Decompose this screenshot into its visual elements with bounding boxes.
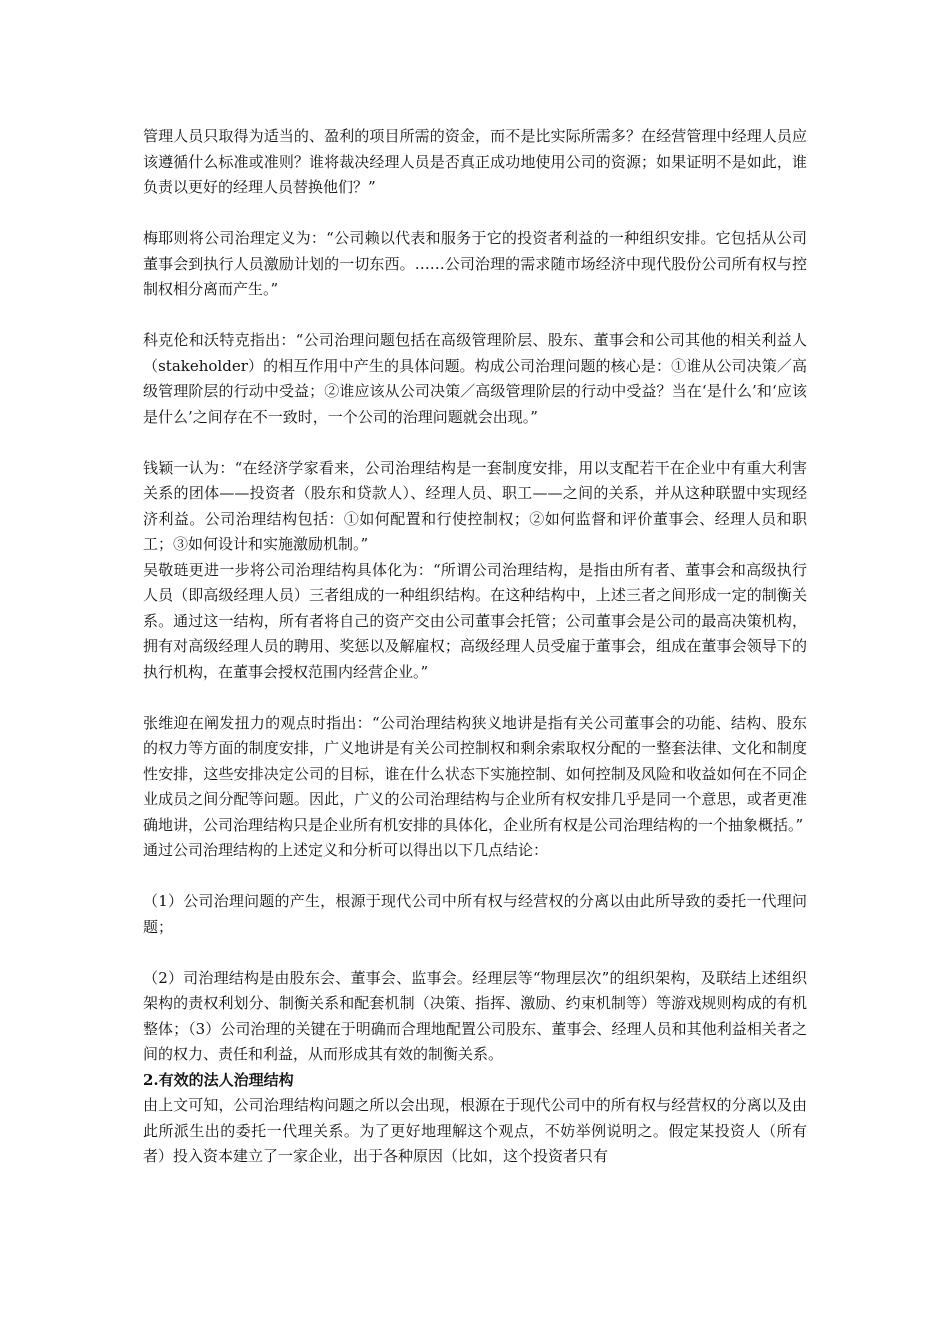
paragraph-conclusion-2-3: （2）司治理结构是由股东会、董事会、监事会。经理层等“物理层次”的组织架构，及联结上述组织架构的责权利划分、制衡关系和配套机制（决策、指挥、激励、约束机制等）等游戏规则构成的有机整体；（3）公司治理的关键在于明确而合理地配置公司股东、董事会、经理人员和其他利益相关者之间的权力、责任和利益，从而形成其有效的制衡关系。 (143, 968, 807, 1063)
paragraph-conclusion-intro: 通过公司治理结构的上述定义和分析可以得出以下几点结论： (143, 841, 549, 859)
paragraph-conclusion-1: （1）公司治理问题的产生，根源于现代公司中所有权与经营权的分离以由此所导致的委托一代理问题； (143, 892, 807, 936)
paragraph-wu-jinglian: 吴敬琏更进一步将公司治理结构具体化为：“所谓公司治理结构，是指由所有者、董事会和高级执行人员（即高级经理人员）三者组成的一种组织结构。在这种结构中，上述三者之间形成一定的制衡关系。通过这一结构，所有者将自己的资产交由公司董事会托管；公司董事会是公司的最高决策机构，拥有对高级经理人员的聘用、奖惩以及解雇权；高级经理人员受雇于董事会，组成在董事会领导下的执行机构，在董事会授权范围内经营企业。” (143, 560, 807, 681)
paragraph-effective-governance: 由上文可知，公司治理结构问题之所以会出现，根源在于现代公司中的所有权与经营权的分离以及由此所派生出的委托一代理关系。为了更好地理解这个观点，不妨举例说明之。假定某投资人（所有者）投入资本建立了一家企业，出于各种原因（比如，这个投资者只有 (143, 1096, 807, 1165)
paragraph-zhang-weiying: 张维迎在阐发扭力的观点时指出：“公司治理结构狭义地讲是指有关公司董事会的功能、结构、股东的权力等方面的制度安排，广义地讲是有关公司控制权和剩余索取权分配的一整套法律、文化和制度性安排，这些安排决定公司的目标，谁在什么状态下实施控制、如何控制及风险和收益如何在不同企业成员之间分配等问题。因此，广义的公司治理结构与企业所有权安排几乎是同一个意思，或者更准确地讲，公司治理结构只是企业所有机安排的具体化，企业所有权是公司治理结构的一个抽象概括。” (143, 713, 807, 834)
paragraph-spacer (143, 940, 807, 966)
paragraph-spacer (143, 303, 807, 329)
paragraph-spacer (143, 201, 807, 227)
paragraph-spacer (143, 430, 807, 456)
paragraph-spacer (143, 685, 807, 711)
paragraph-cochran-wartick: 科克伦和沃特克指出：“公司治理问题包括在高级管理阶层、股东、董事会和公司其他的相关利益人（stakeholder）的相互作用中产生的具体问题。构成公司治理问题的核心是：①谁从公司决策／高级管理阶层的行动中受益；②谁应该从公司决策／高级管理阶层的行动中受益？当在‘是什么’和‘应该是什么’之间存在不一致时，一个公司的治理问题就会出现。” (143, 331, 807, 426)
document-page (143, 124, 807, 1170)
paragraph-management-funding: 管理人员只取得为适当的、盈利的项目所需的资金，而不是比实际所需多？在经营管理中经理人员应该遵循什么标准或准则？谁将裁决经理人员是否真正成功地使用公司的资源；如果证明不是如此，谁负责以更好的经理人员替换他们？” (143, 127, 807, 196)
paragraph-qian-yingyi: 钱颖一认为：“在经济学家看来，公司治理结构是一套制度安排，用以支配若干在企业中有重大利害关系的团体——投资者（股东和贷款人）、经理人员、职工——之间的关系，并从这种联盟中实现经济利益。公司治理结构包括：①如何配置和行使控制权；②如何监督和评价董事会、经理人员和职工；③如何设计和实施激励机制。” (143, 458, 807, 553)
paragraph-mayer-definition: 梅耶则将公司治理定义为：“公司赖以代表和服务于它的投资者利益的一种组织安排。它包括从公司董事会到执行人员激励计划的一切东西。……公司治理的需求随市场经济中现代股份公司所有权与控制权相分离而产生。” (143, 229, 807, 298)
section-heading: 2.有效的法人治理结构 (143, 1070, 294, 1089)
paragraph-spacer (143, 864, 807, 890)
